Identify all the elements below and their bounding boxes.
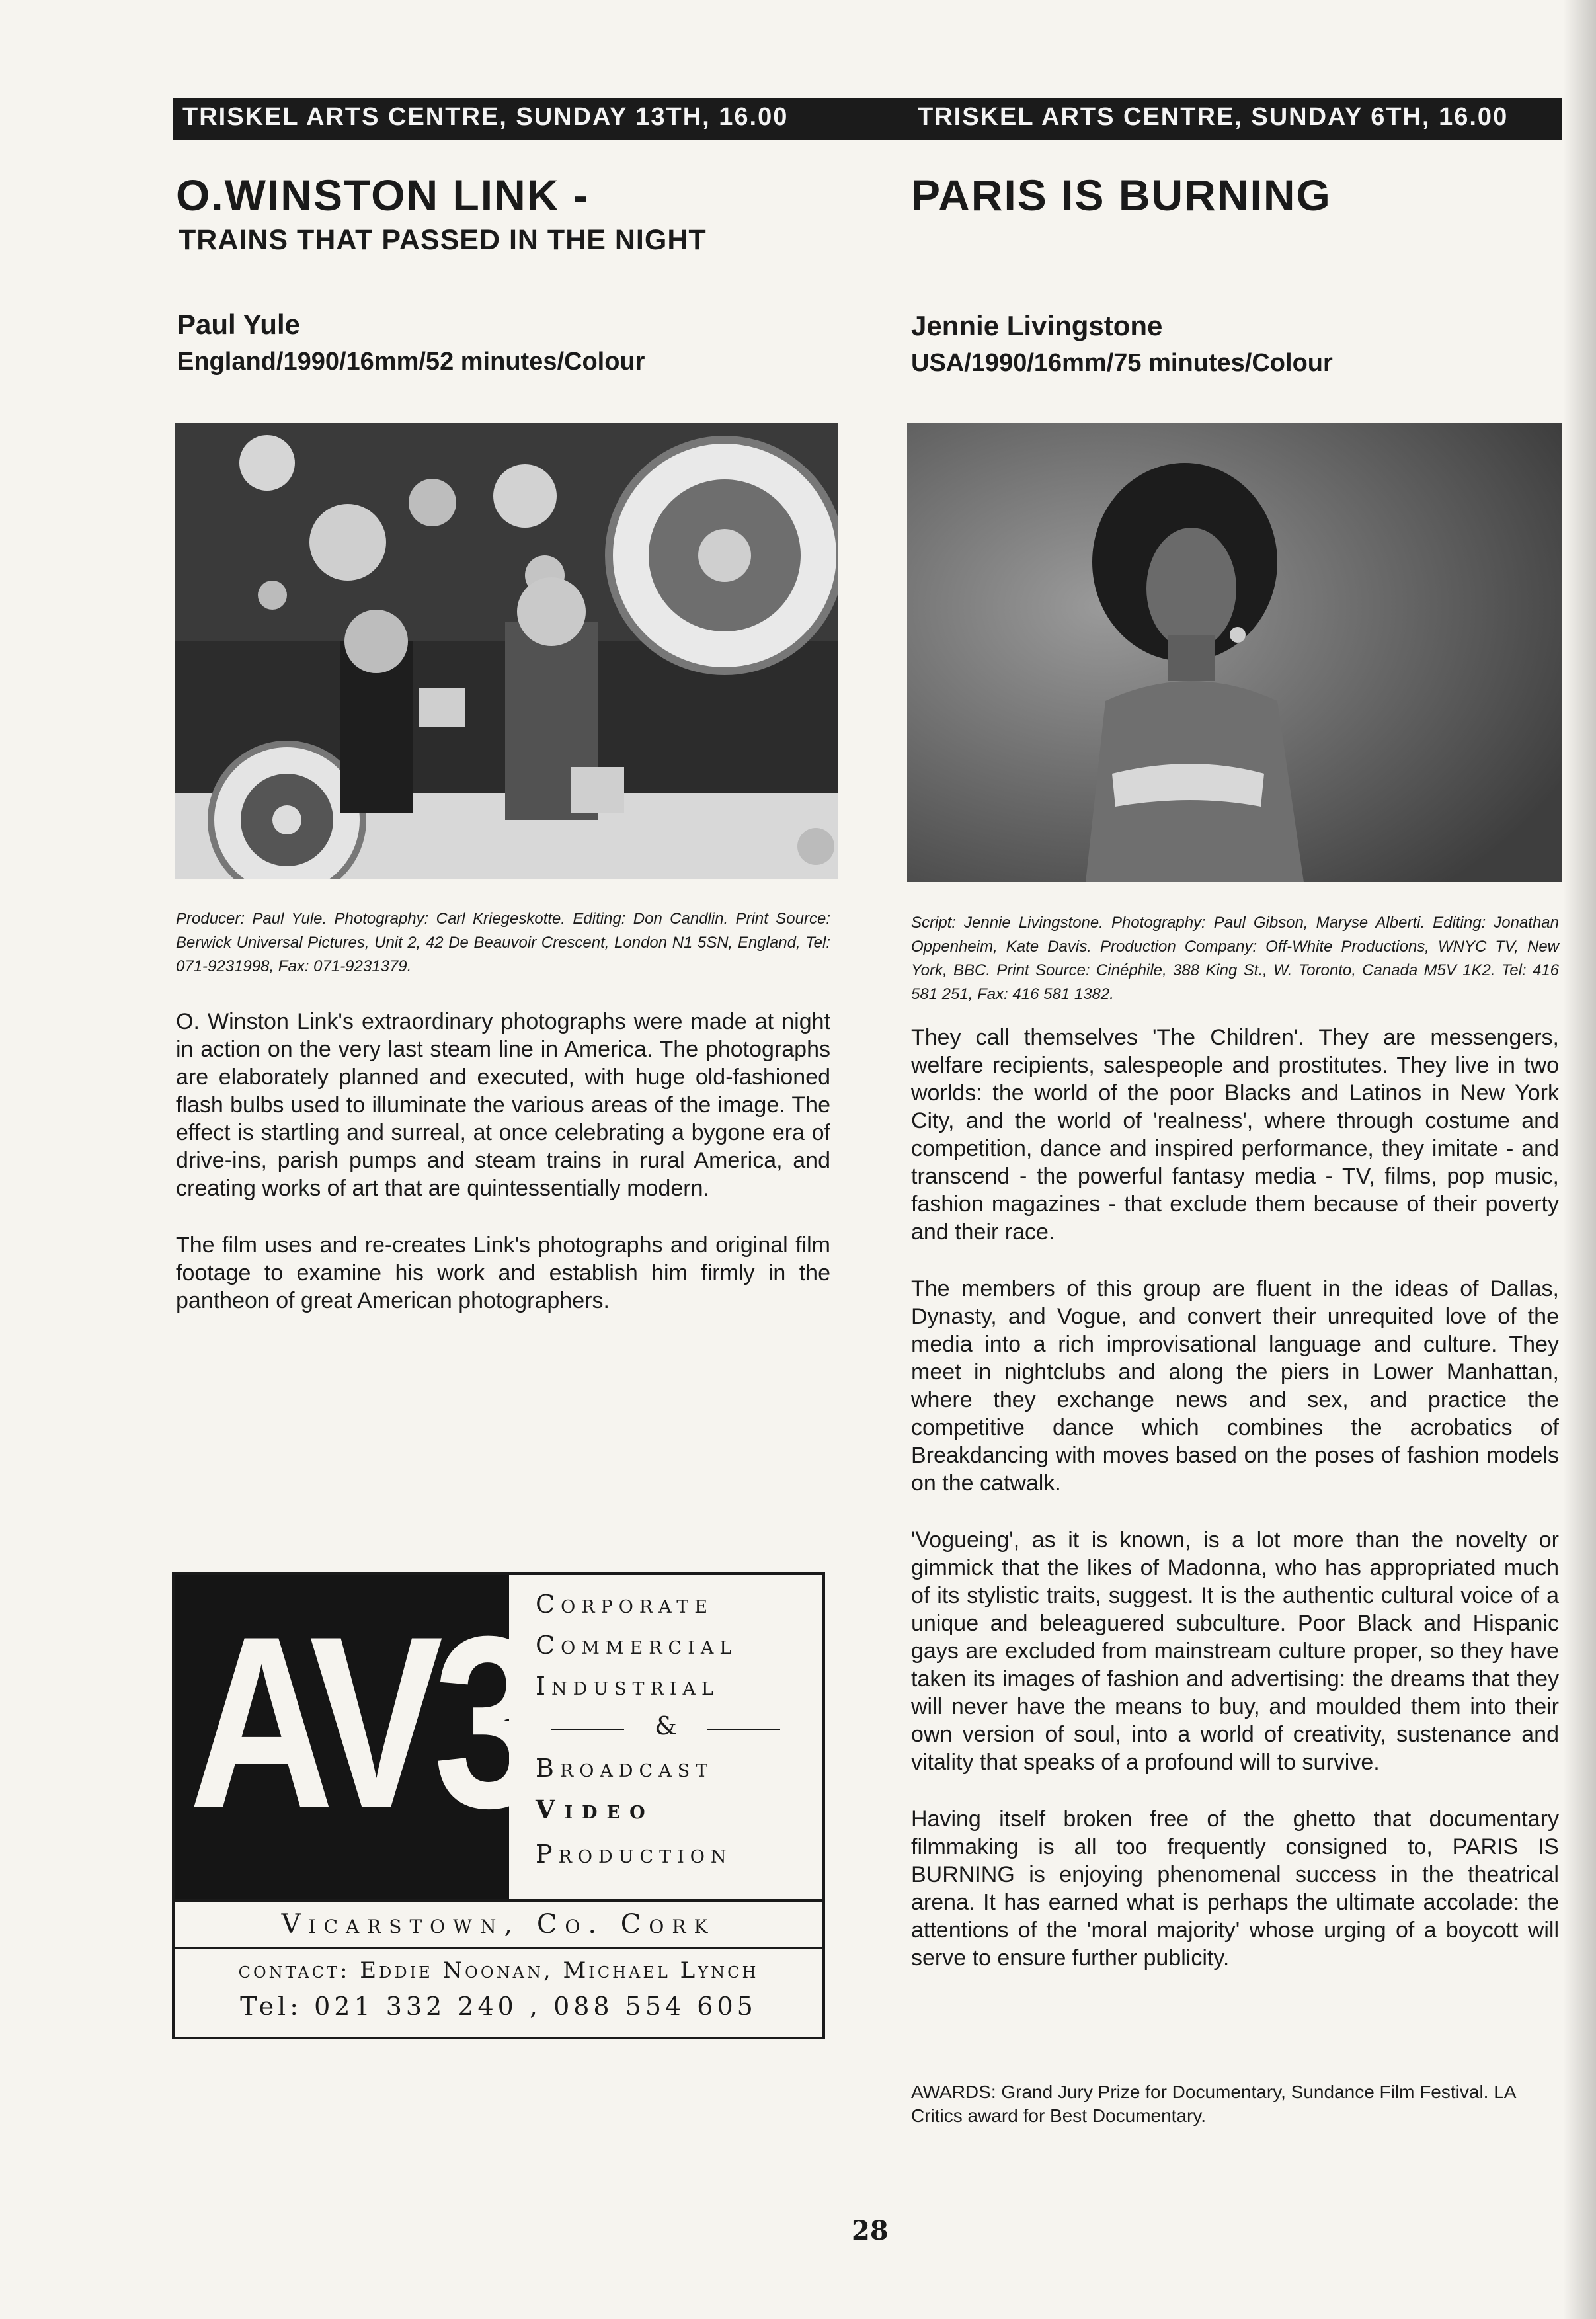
ad-service-line: Broadcast — [536, 1754, 714, 1783]
right-header: TRISKEL ARTS CENTRE, SUNDAY 6TH, 16.00 — [918, 103, 1509, 131]
flash-equipment-illustration — [175, 423, 838, 879]
right-paragraph: The members of this group are fluent in the ideas of Dallas, Dynasty, and Vogue, and convert their unrequited love of the media into a rich improvisational language and culture. They meet in nightclubs and along the piers in Lower Manhattan, where they exchange news and sex, and practice the competitive dance which combines the acrobatics of Breakdancing with moves based on the poses of fashion models on the catwalk. — [911, 1276, 1559, 1496]
left-paragraph: The film uses and re-creates Link's photographs and original film footage to examine his work and establish him firmly in the pantheon of great American photographers. — [176, 1233, 830, 1313]
ad-logo-panel — [175, 1575, 536, 1899]
left-paragraph: O. Winston Link's extraordinary photographs were made at night in action on the very last steam line in America. The photographs are elaborately planned and executed, with huge old-fashioned flash bulbs used to illuminate the various areas of the image. The effect is startling and surreal, at once celebrating a bygone era of drive-ins, parish pumps and steam trains in rural America, and creating works of art that are quintessentially modern. — [176, 1009, 830, 1201]
left-header: TRISKEL ARTS CENTRE, SUNDAY 13TH, 16.00 — [182, 103, 789, 131]
ad-contact-names: contact: Eddie Noonan, Michael Lynch — [238, 1957, 759, 1984]
left-body — [176, 1008, 830, 1344]
page-edge-shadow — [1563, 0, 1596, 2319]
ad-divider — [707, 1729, 780, 1730]
ad-service-line: Industrial — [536, 1672, 719, 1701]
header-band — [173, 98, 1562, 140]
right-specs: USA/1990/16mm/75 minutes/Colour — [911, 349, 1333, 377]
av3-advertisement — [172, 1572, 825, 2039]
ad-services — [509, 1575, 822, 1899]
right-paragraph: They call themselves 'The Children'. They are messengers, welfare recipients, salespeople and prostitutes. They live in two worlds: the world of the poor Blacks and Latinos in New York City, and the world of 'realness', where through costume and competition, dance and inspired performance, they imitate - and transcend - the powerful fantasy media - TV, films, pop music, fashion magazines - that exclude them because of their poverty and their race. — [911, 1025, 1559, 1244]
right-awards: AWARDS: Grand Jury Prize for Documentary, Sundance Film Festival. LA Critics award for Best Documentary. — [911, 2082, 1515, 2126]
left-director: Paul Yule — [177, 309, 300, 340]
ad-service-line: Commercial — [536, 1631, 738, 1660]
page-number: 28 — [852, 2215, 889, 2246]
ad-contact-block — [175, 1899, 822, 2021]
left-still-photo — [175, 423, 838, 879]
ad-service-line: Video — [536, 1795, 655, 1824]
ad-telephone: Tel: 021 332 240 , 088 554 605 — [240, 1992, 757, 2021]
ad-service-line: Production — [536, 1840, 733, 1869]
left-title: O.WINSTON LINK - — [176, 171, 589, 220]
left-subtitle: TRAINS THAT PASSED IN THE NIGHT — [179, 224, 707, 256]
left-specs: England/1990/16mm/52 minutes/Colour — [177, 348, 645, 376]
right-still-photo — [907, 423, 1562, 882]
av3-logo: AV3 — [189, 1586, 536, 1859]
left-credits: Producer: Paul Yule. Photography: Carl Kriegeskotte. Editing: Don Candlin. Print Source: Berwick Universal Pictures, Unit 2, 42 De Beauvoir Crescent, London N1 5SN, England, Tel: 071-9231998, Fax: 071-9231379. — [176, 910, 830, 975]
right-body — [911, 1024, 1559, 2001]
ad-service-line: Corporate — [536, 1590, 713, 1619]
right-director: Jennie Livingstone — [911, 310, 1163, 341]
right-paragraph: 'Vogueing', as it is known, is a lot more than the novelty or gimmick that the likes of Madonna, who has appropriated much of its stylistic traits, suggest. It is the authentic cultural voice of a unique and beleaguered subculture. Poor Black and Hispanic gays are excluded from mainstream culture proper, so they have taken its images of fashion and advertising: the dreams that they will never have the means to buy, and moulded them into their own version of soul, into a world of creativity, sustenance and vitality that speaks of a profound will to survive. — [911, 1527, 1559, 1775]
ad-location: Vicarstown, Co. Cork — [175, 1902, 822, 1949]
ad-ampersand: & — [655, 1711, 677, 1740]
dancer-portrait-illustration — [907, 423, 1562, 882]
right-title: PARIS IS BURNING — [911, 171, 1332, 220]
right-credits: Script: Jennie Livingstone. Photography: Paul Gibson, Maryse Alberti. Editing: Jonathan Oppenheim, Kate Davis. Production Company: Off-White Productions, WNYC TV, New York, BBC. Print Source: Cinéphile, 388 King St., W. Toronto, Canada M5V 1K2. Tel: 416 581 251, Fax: 416 581 1382. — [911, 914, 1559, 1003]
right-paragraph: Having itself broken free of the ghetto that documentary filmmaking is all too frequently consigned to, PARIS IS BURNING is enjoying phenomenal success in the theatrical arena. It has earned what is perhaps the ultimate accolade: the attentions of the 'moral majority' whose urging of a boycott will serve to ensure further publicity. — [911, 1807, 1559, 1971]
